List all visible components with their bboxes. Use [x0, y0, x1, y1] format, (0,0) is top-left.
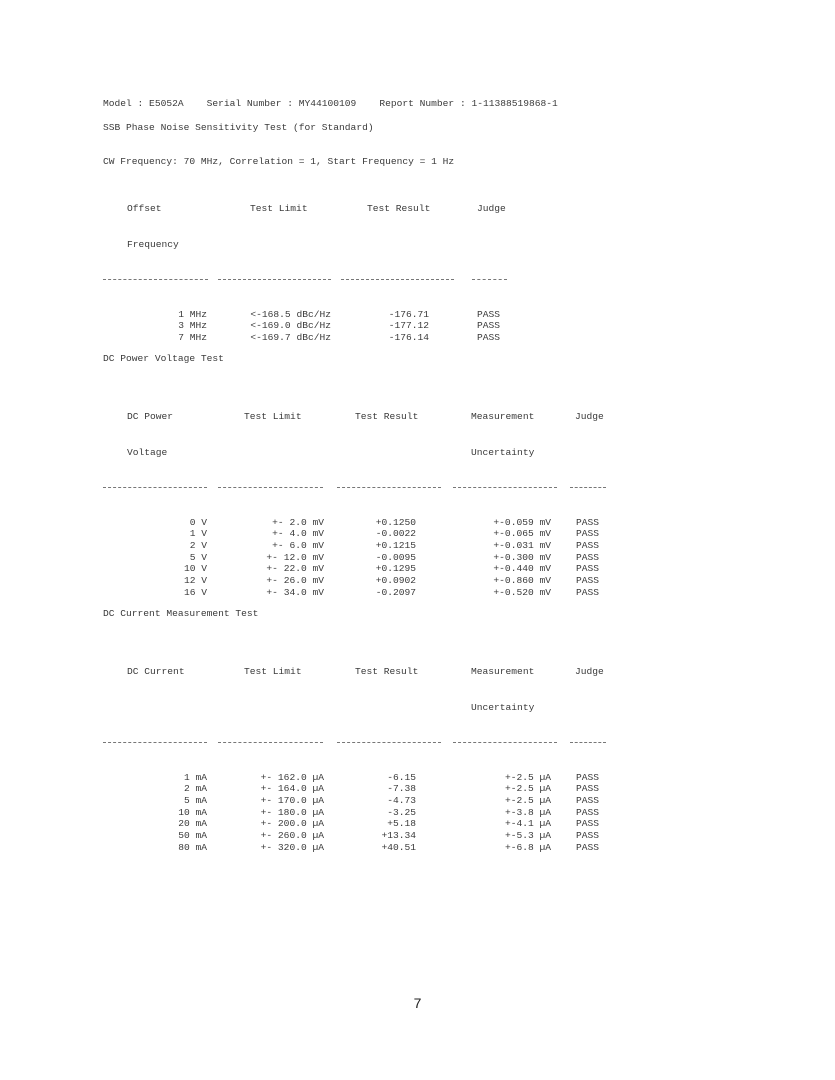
table-row: [103, 540, 623, 552]
test-limit-cell: <-169.0 dBc/Hz: [250, 320, 331, 332]
table-row: [103, 320, 523, 332]
separator-rule: [453, 742, 557, 743]
test-result-cell: +5.18: [387, 818, 416, 830]
uncertainty-cell: +-2.5 µA: [504, 783, 551, 795]
table-row: [103, 332, 523, 344]
col-header-uncertainty: Uncertainty: [471, 446, 535, 458]
table-separator: [103, 274, 523, 286]
col-header-test-limit: Test Limit: [244, 411, 302, 423]
table-row: [103, 517, 623, 529]
judge-cell: PASS: [576, 830, 600, 842]
col-header-measurement: Measurement: [471, 411, 535, 423]
dc-voltage-cell: 10 V: [183, 563, 207, 575]
test-result-cell: -7.38: [387, 783, 416, 795]
test-limit-cell: +- 6.0 mV: [272, 540, 324, 552]
table-row: [103, 528, 623, 540]
judge-cell: PASS: [576, 540, 600, 552]
test-result-cell: -0.0095: [375, 551, 416, 563]
table-header-row: [103, 203, 523, 215]
col-header-dc-power: DC Power: [127, 411, 174, 423]
judge-cell: PASS: [576, 563, 600, 575]
dc-current-cell: 50 mA: [178, 830, 207, 842]
col-header-judge: Judge: [477, 203, 506, 215]
judge-cell: PASS: [477, 320, 501, 332]
dc-current-cell: 10 mA: [178, 806, 207, 818]
separator-rule: [570, 742, 606, 743]
test-result-cell: +0.1295: [375, 563, 416, 575]
separator-rule: [103, 742, 207, 743]
test-limit-cell: +- 162.0 µA: [260, 771, 324, 783]
dc-voltage-cell: 12 V: [183, 575, 207, 587]
table-row: [103, 587, 623, 599]
judge-cell: PASS: [576, 586, 600, 598]
uncertainty-cell: +-6.8 µA: [504, 841, 551, 853]
dc-voltage-cell: 2 V: [189, 540, 207, 552]
phase-noise-table: [103, 180, 523, 367]
test-result-cell: -4.73: [387, 795, 416, 807]
test-result-cell: +0.0902: [375, 575, 416, 587]
col-header-frequency: Frequency: [127, 238, 179, 250]
judge-cell: PASS: [576, 841, 600, 853]
judge-cell: PASS: [477, 308, 501, 320]
col-header-test-result: Test Result: [355, 411, 419, 423]
test-limit-cell: +- 26.0 mV: [266, 575, 324, 587]
table-separator: [103, 737, 623, 749]
judge-cell: PASS: [576, 575, 600, 587]
uncertainty-cell: +-0.065 mV: [493, 528, 551, 540]
uncertainty-cell: +-0.031 mV: [493, 540, 551, 552]
uncertainty-cell: +-0.300 mV: [493, 551, 551, 563]
col-header-test-limit: Test Limit: [250, 203, 308, 215]
col-header-test-result: Test Result: [355, 666, 419, 678]
report-header: Model : E5052A Serial Number : MY44100109 Report Number : 1-11388519868-1: [103, 98, 558, 109]
test-result-cell: -0.0022: [375, 528, 416, 540]
judge-cell: PASS: [576, 818, 600, 830]
dc-current-title: DC Current Measurement Test: [103, 608, 259, 619]
test-result-cell: +0.1215: [375, 540, 416, 552]
dc-voltage-cell: 5 V: [189, 551, 207, 563]
phase-noise-title: SSB Phase Noise Sensitivity Test (for Standard): [103, 122, 374, 133]
col-header-measurement: Measurement: [471, 666, 535, 678]
col-header-judge: Judge: [575, 411, 604, 423]
col-header-test-result: Test Result: [367, 203, 431, 215]
judge-cell: PASS: [576, 528, 600, 540]
test-limit-cell: +- 22.0 mV: [266, 563, 324, 575]
test-limit-cell: +- 34.0 mV: [266, 586, 324, 598]
judge-cell: PASS: [576, 771, 600, 783]
table-header-row: [103, 411, 623, 423]
separator-rule: [103, 487, 207, 488]
col-header-dc-current: DC Current: [127, 666, 185, 678]
test-result-cell: -0.2097: [375, 586, 416, 598]
test-result-cell: +13.34: [381, 830, 416, 842]
test-limit-cell: +- 260.0 µA: [260, 830, 324, 842]
test-limit-cell: +- 4.0 mV: [272, 528, 324, 540]
separator-rule: [453, 487, 557, 488]
uncertainty-cell: +-5.3 µA: [504, 830, 551, 842]
uncertainty-cell: +-0.059 mV: [493, 516, 551, 528]
separator-rule: [218, 279, 331, 280]
dc-current-cell: 2 mA: [183, 783, 207, 795]
test-limit-cell: <-168.5 dBc/Hz: [250, 308, 331, 320]
separator-rule: [218, 487, 323, 488]
test-result-cell: -176.14: [388, 332, 429, 344]
test-result-cell: -176.71: [388, 308, 429, 320]
table-row: [103, 795, 623, 807]
offset-frequency-cell: 7 MHz: [178, 332, 207, 344]
test-limit-cell: +- 2.0 mV: [272, 516, 324, 528]
offset-frequency-cell: 3 MHz: [178, 320, 207, 332]
table-header-row: [103, 666, 623, 678]
judge-cell: PASS: [477, 332, 501, 344]
dc-voltage-cell: 16 V: [183, 586, 207, 598]
test-limit-cell: +- 12.0 mV: [266, 551, 324, 563]
judge-cell: PASS: [576, 806, 600, 818]
dc-voltage-table: [103, 388, 623, 622]
test-result-cell: +0.1250: [375, 516, 416, 528]
test-result-cell: -177.12: [388, 320, 429, 332]
table-row: [103, 842, 623, 854]
judge-cell: PASS: [576, 783, 600, 795]
page-number: 7: [413, 995, 422, 1011]
separator-rule: [337, 487, 441, 488]
test-limit-cell: +- 170.0 µA: [260, 795, 324, 807]
table-header-row-2: [103, 447, 623, 459]
dc-current-cell: 5 mA: [183, 795, 207, 807]
test-limit-cell: +- 320.0 µA: [260, 841, 324, 853]
uncertainty-cell: +-2.5 µA: [504, 795, 551, 807]
table-row: [103, 552, 623, 564]
table-row: [103, 830, 623, 842]
judge-cell: PASS: [576, 795, 600, 807]
col-header-voltage: Voltage: [127, 446, 168, 458]
col-header-uncertainty: Uncertainty: [471, 701, 535, 713]
test-result-cell: -3.25: [387, 806, 416, 818]
uncertainty-cell: +-3.8 µA: [504, 806, 551, 818]
uncertainty-cell: +-0.520 mV: [493, 586, 551, 598]
separator-rule: [570, 487, 606, 488]
table-header-row-2: [103, 702, 623, 714]
table-header-row-2: [103, 239, 523, 251]
test-limit-cell: <-169.7 dBc/Hz: [250, 332, 331, 344]
table-row: [103, 783, 623, 795]
table-separator: [103, 482, 623, 494]
dc-current-cell: 1 mA: [183, 771, 207, 783]
test-limit-cell: +- 200.0 µA: [260, 818, 324, 830]
test-result-cell: -6.15: [387, 771, 416, 783]
offset-frequency-cell: 1 MHz: [178, 308, 207, 320]
test-result-cell: +40.51: [381, 841, 416, 853]
table-row: [103, 807, 623, 819]
uncertainty-cell: +-0.860 mV: [493, 575, 551, 587]
uncertainty-cell: +-2.5 µA: [504, 771, 551, 783]
separator-rule: [218, 742, 323, 743]
dc-voltage-title: DC Power Voltage Test: [103, 353, 224, 364]
dc-voltage-cell: 1 V: [189, 528, 207, 540]
col-header-test-limit: Test Limit: [244, 666, 302, 678]
judge-cell: PASS: [576, 551, 600, 563]
table-row: [103, 309, 523, 321]
table-row: [103, 563, 623, 575]
table-row: [103, 575, 623, 587]
dc-current-table: [103, 643, 623, 877]
col-header-judge: Judge: [575, 666, 604, 678]
phase-noise-conditions: CW Frequency: 70 MHz, Correlation = 1, Start Frequency = 1 Hz: [103, 156, 455, 167]
separator-rule: [341, 279, 454, 280]
separator-rule: [103, 279, 208, 280]
dc-voltage-cell: 0 V: [189, 516, 207, 528]
table-row: [103, 818, 623, 830]
dc-current-cell: 80 mA: [178, 841, 207, 853]
uncertainty-cell: +-4.1 µA: [504, 818, 551, 830]
separator-rule: [472, 279, 507, 280]
judge-cell: PASS: [576, 516, 600, 528]
uncertainty-cell: +-0.440 mV: [493, 563, 551, 575]
test-limit-cell: +- 180.0 µA: [260, 806, 324, 818]
dc-current-cell: 20 mA: [178, 818, 207, 830]
separator-rule: [337, 742, 441, 743]
col-header-offset: Offset: [127, 203, 162, 215]
test-limit-cell: +- 164.0 µA: [260, 783, 324, 795]
table-row: [103, 772, 623, 784]
